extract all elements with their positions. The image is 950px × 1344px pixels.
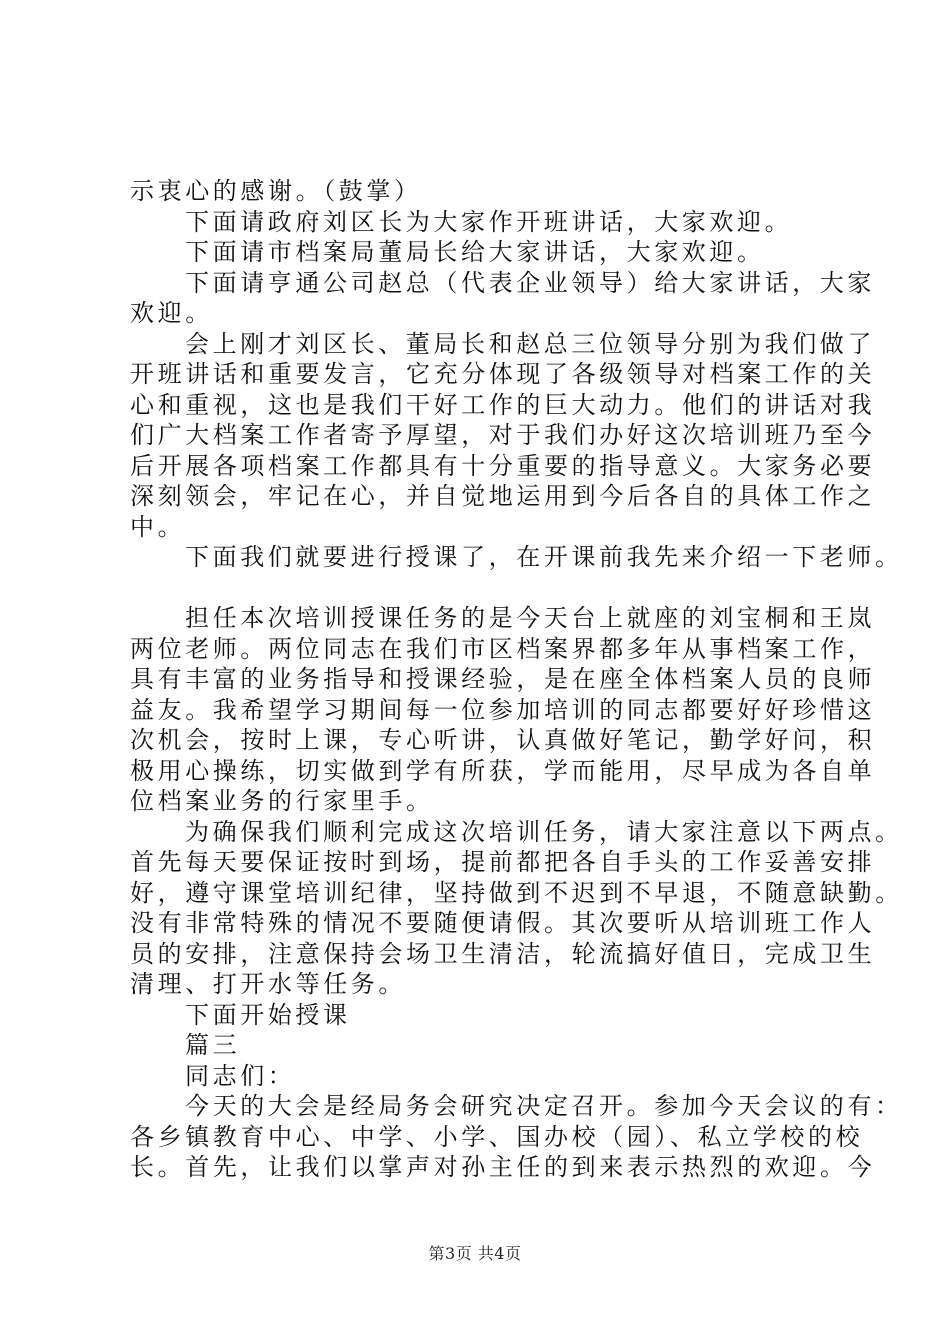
text-line: 清理、打开水等任务。 (130, 970, 406, 998)
text-line: 中。 (130, 512, 186, 541)
text-line: 没有非常特殊的情况不要随便请假。其次要听从培训班工作人 (130, 909, 876, 937)
text-line: 后开展各项档案工作都具有十分重要的指导意义。大家务必要 (130, 451, 876, 480)
text-line: 深刻领会，牢记在心，并自觉地运用到今后各自的具体工作之 (130, 482, 876, 510)
text-line: 下面请亨通公司赵总（代表企业领导）给大家讲话，大家 (185, 268, 875, 297)
text-line: 会上刚才刘区长、董局长和赵总三位领导分别为我们做了 (185, 329, 875, 358)
text-line: 具有丰富的业务指导和授课经验，是在座全体档案人员的良师 (130, 665, 876, 693)
text-line: 今天的大会是经局务会研究决定召开。参加今天会议的有： (185, 1092, 903, 1120)
text-line: 们广大档案工作者寄予厚望，对于我们办好这次培训班乃至今 (130, 421, 876, 449)
blank-line (130, 573, 835, 604)
text-line: 长。首先，让我们以掌声对孙主任的到来表示热烈的欢迎。今 (130, 1153, 876, 1181)
text-line: 同志们： (185, 1061, 296, 1090)
text-line: 担任本次培训授课任务的是今天台上就座的刘宝桐和王岚 (185, 604, 875, 632)
text-line: 为确保我们顺利完成这次培训任务，请大家注意以下两点。 (185, 817, 903, 846)
text-line: 两位老师。两位同志在我们市区档案界都多年从事档案工作， (130, 634, 876, 663)
text-line: 各乡镇教育中心、中学、小学、国办校（园）、私立学校的校 (130, 1122, 864, 1151)
text-line: 下面开始授课 (185, 1000, 351, 1029)
text-line: 篇三 (185, 1031, 241, 1059)
page-footer: 第3页 共4页 (428, 1244, 522, 1263)
text-line: 极用心操练，切实做到学有所获，学而能用，尽早成为各自单 (130, 756, 876, 785)
text-line: 好，遵守课堂培训纪律，坚持做到不迟到不早退，不随意缺勤。 (130, 878, 903, 907)
text-line: 员的安排，注意保持会场卫生清洁，轮流搞好值日，完成卫生 (130, 939, 876, 968)
text-line: 欢迎。 (130, 299, 213, 327)
text-line: 首先每天要保证按时到场，提前都把各自手头的工作妥善安排 (130, 848, 876, 876)
text-line: 心和重视，这也是我们干好工作的巨大动力。他们的讲话对我 (130, 390, 876, 419)
document-body (130, 176, 903, 1183)
text-line: 下面请市档案局董局长给大家讲话，大家欢迎。 (185, 238, 765, 266)
text-line: 益友。我希望学习期间每一位参加培训的同志都要好好珍惜这 (130, 695, 876, 724)
text-line: 位档案业务的行家里手。 (130, 787, 434, 815)
text-line: 示衷心的感谢。（鼓掌） (130, 177, 422, 205)
text-line: 下面我们就要进行授课了，在开课前我先来介绍一下老师。 (185, 543, 903, 571)
text-line: 下面请政府刘区长为大家作开班讲话，大家欢迎。 (185, 207, 793, 236)
text-line: 次机会，按时上课，专心听讲，认真做好笔记，勤学好问，积 (130, 726, 876, 754)
text-line: 开班讲话和重要发言，它充分体现了各级领导对档案工作的关 (130, 360, 876, 388)
